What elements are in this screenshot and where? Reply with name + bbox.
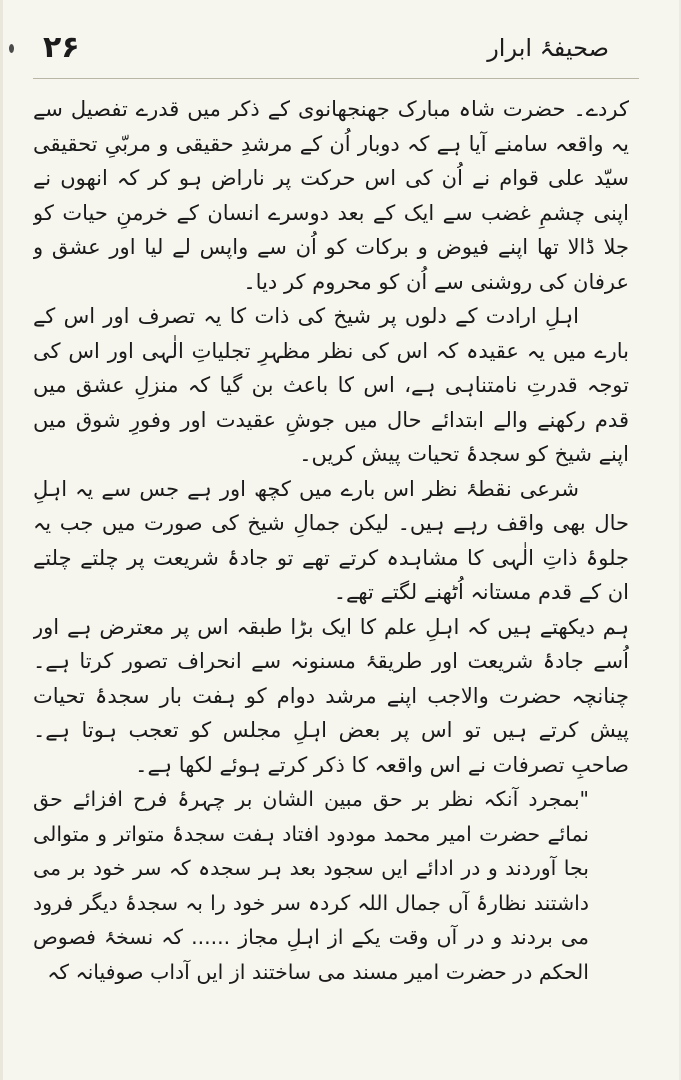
paragraph-continuation: کردے۔ حضرت شاہ مبارک جھنجھانوی کے ذکر میں قدرے تفصیل سے یہ واقعہ سامنے آیا ہے کہ دوبار اُن کے مرشدِ حقیقی و مربّیِ تحقیقی سیّد علی قوام نے اُن کی اس حرکت پر ناراض ہو کر کہ انھوں نے اپنی چشمِ غضب سے ایک کے بعد دوسرے انسان کے خرمنِ حیات کو جلا ڈالا تھا اپنے فیوض و برکات کو اُن سے واپس لے لیا اور عشق و عرفان کی روشنی سے اُن کو محروم کر دیا۔ xyxy=(33,97,629,294)
running-title: صحیفۂ ابرار xyxy=(487,34,609,62)
paragraph: اہلِ ارادت کے دلوں پر شیخ کی ذات کا یہ تصرف اور اس کے بارے میں یہ عقیدہ کہ اس کی نظر مظہرِ تجلیاتِ الٰہی اور اس کی توجہ قدرتِ نامتناہی ہے، اس کا باعث بن گیا کہ منزلِ عشق میں قدم رکھنے والے ابتدائے حال میں جوشِ عقیدت اور وفورِ شوق میں اپنے شیخ کو سجدۂ تحیات پیش کریں۔ xyxy=(33,304,629,466)
page-number: ۲۶ xyxy=(43,30,80,65)
margin-ink-mark xyxy=(9,44,14,53)
persian-quotation: "بمجرد آنکہ نظر بر حق مبین الشان بر چہرۂ فرح افزائے حق نمائے حضرت امیر محمد مودود افتاد ہفت سجدۂ متواتر و متوالی بجا آوردند و در ادائے ایں سجود بعد ہر سجدہ کہ سر خود بر می داشتند نظارۂ آں جمال اللہ کردہ سر خود را بہ سجدۂ دیگر فرود می بردند و در آں وقت یکے از اہلِ مجاز ...... کہ نسخۂ فصوص الحکم در حضرت امیر مسند می ساختند از ایں آداب صوفیانہ کہ xyxy=(33,787,589,984)
header-divider xyxy=(33,78,639,79)
paragraph: ہم دیکھتے ہیں کہ اہلِ علم کا ایک بڑا طبقہ اس پر معترض ہے اور اُسے جادۂ شریعت اور طریقۂ مسنونہ سے انحراف تصور کرتا ہے۔ چنانچہ حضرت والاجب اپنے مرشد دوام کو ہفت بار سجدۂ تحیات پیش کرتے ہیں تو اس پر بعض اہلِ مجلس کو تعجب ہوتا ہے۔ صاحبِ تصرفات نے اس واقعہ کا ذکر کرتے ہوئے لکھا ہے۔ xyxy=(33,614,629,777)
paragraph: شرعی نقطۂ نظر اس بارے میں کچھ اور ہے جس سے یہ اہلِ حال بھی واقف رہے ہیں۔ لیکن جمالِ شیخ کی صورت میں جب یہ جلوۂ ذاتِ الٰہی کا مشاہدہ کرتے تھے تو جادۂ شریعت پر چلتے چلتے ان کے قدم مستانہ اُٹھنے لگتے تھے۔ xyxy=(33,476,629,604)
page-body xyxy=(33,92,629,1060)
page-header xyxy=(43,30,609,70)
